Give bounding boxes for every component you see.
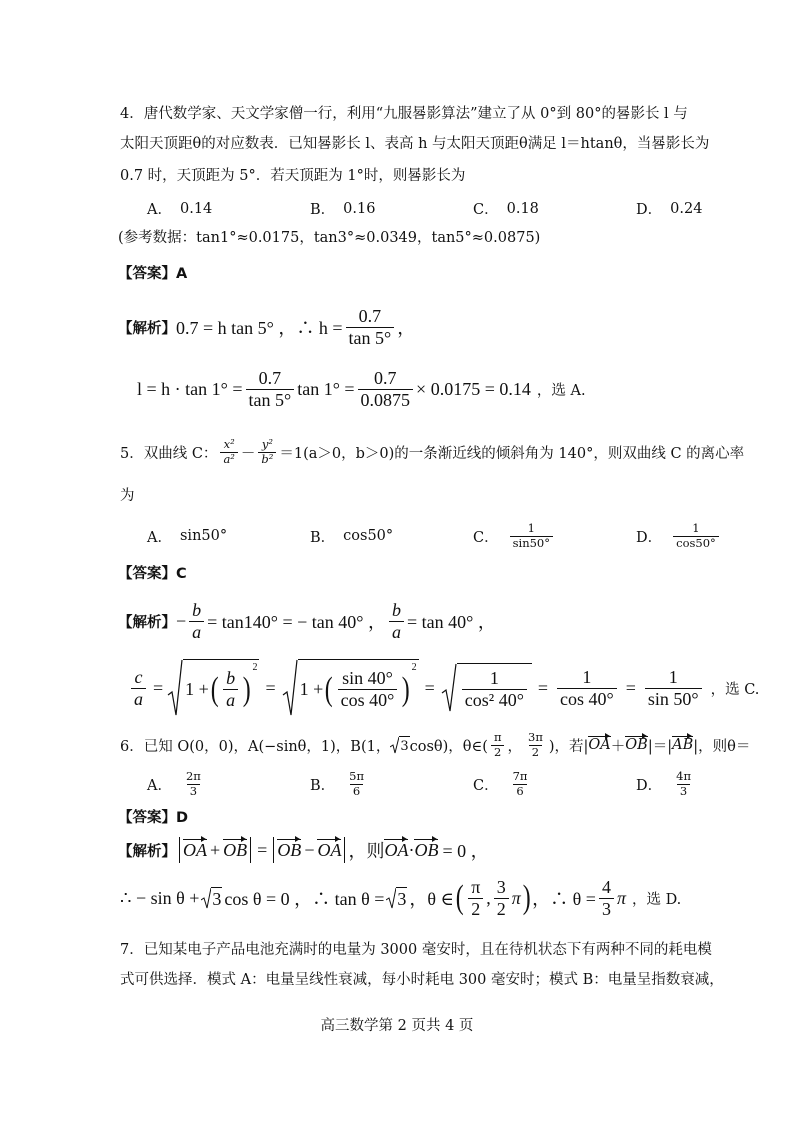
q4-line-3: 0.7 时，天顶距为 5°．若天顶距为 1°时，则晷影长为	[120, 168, 466, 184]
q5-answer: 【答案】C	[118, 566, 187, 582]
q4-option-d: D． 0.24	[636, 200, 703, 218]
q4-answer: 【答案】A	[118, 266, 188, 282]
q5-option-b: B． cos50°	[310, 528, 394, 546]
q5-option-a: A． sin50°	[147, 528, 228, 546]
q4-option-c: C． 0.18	[473, 200, 539, 218]
q6-line-1: 6．已知 O(0，0)，A(−sinθ，1)，B(1， 3 cosθ)，θ∈( $\frac{\pi}{2}$ ， $\frac{3\pi}{2}$ )，若| OA ＋ OB |＝| AB |，则θ＝	[120, 730, 751, 759]
q5-solution-line-2: $\frac{c}{a}$ = 1 + ( $\frac{b}{a}$ ) 2 = 1 + ( $\frac{\sin 40^\circ}{\cos 40^\circ}$ ) 2 = $\frac{1}{\text{cos² 40°}}$ = $\frac{1}{\cos 40^\circ}$ = $\frac{1}{\sin 50^\circ}$ ，选 C.	[128, 656, 759, 720]
q5-sqrt-3: $\frac{1}{\text{cos² 40°}}$	[441, 663, 532, 713]
q5-options	[147, 518, 794, 554]
q6-option-b: B． $\frac{5\pi}{6}$	[310, 769, 365, 798]
q5-option-c: C． $\frac{1}{\sin 50^\circ}$	[473, 523, 636, 549]
q4-line-2: 太阳天顶距θ的对应数表．已知晷影长 l、表高 h 与太阳天顶距θ满足 l＝htanθ，当晷影长为	[120, 136, 710, 152]
q4-option-b: B． 0.16	[310, 200, 376, 218]
q4-solution-line-1: 【解析】 0.7 = h tan 5° ，∴ h = $\frac{0.7}{\tan 5^\circ}$ ，	[118, 305, 416, 348]
q4-solution-line-2: l = h · tan 1° = $\frac{0.7}{\tan 5^\circ}$ tan 1° = $\frac{0.7}{0.0875}$ × 0.0175 = 0.14 ，选 A.	[137, 367, 586, 410]
q4-line-1: 4．唐代数学家、天文学家僧一行，利用“九服晷影算法”建立了从 0°到 80°的晷影长 l 与	[120, 106, 688, 122]
q4-fraction: $\frac{0.7}{\tan 5^\circ}$	[346, 307, 395, 348]
q6-option-a: A． $\frac{2\pi}{3}$	[147, 769, 201, 798]
q4-options	[147, 198, 794, 219]
q5-sqrt-1: 1 + ( $\frac{b}{a}$ ) 2	[167, 659, 259, 717]
q5-solution-line-1: 【解析】 − $\frac{b}{a}$ = tan140° = − tan 40° ， $\frac{b}{a}$ = tan 40° ，	[118, 599, 496, 642]
q5-line-1: 5．双曲线 C： $\frac{\text{x²}}{\text{a²}}$ － $\frac{\text{y²}}{\text{b²}}$ ＝1(a＞0，b＞0)的一条渐近线的倾斜角为 140°，则双曲线 C 的离心率	[120, 437, 745, 466]
q7-line-2: 式可供选择．模式 A：电量呈线性衰减，每小时耗电 300 毫安时；模式 B：电量呈指数衰减，	[120, 972, 724, 988]
q5-option-d: D． $\frac{1}{\cos 50^\circ}$	[636, 523, 794, 549]
q6-answer: 【答案】D	[118, 810, 189, 826]
q6-option-c: C． $\frac{7\pi}{6}$	[473, 769, 528, 798]
q6-solution-line-1: 【解析】 OA + OB = OB − OA ，则 OA · OB = 0 ，	[118, 834, 489, 866]
q6-option-d: D． $\frac{4\pi}{3}$	[636, 769, 692, 798]
q5-line-2: 为	[120, 488, 135, 504]
q6-solution-line-2: ∴ − sin θ + 3 cos θ = 0 ，∴ tan θ = 3 ，θ ∈ ( $\frac{\pi}{2}$ , $\frac{3}{2}$ π ) ，∴ θ = $\frac{4}{3}$ π ，选 D.	[120, 876, 682, 919]
q5-sqrt-2: 1 + ( $\frac{\sin 40^\circ}{\cos 40^\circ}$ ) 2	[282, 659, 419, 717]
q4-reference-data: (参考数据：tan1°≈0.0175，tan3°≈0.0349，tan5°≈0.0875)	[118, 230, 541, 246]
q7-line-1: 7．已知某电子产品电池充满时的电量为 3000 毫安时，且在待机状态下有两种不同的耗电模	[120, 942, 712, 958]
q4-option-a: A． 0.14	[147, 200, 213, 218]
page-footer: 高三数学第 2 页共 4 页	[320, 1018, 474, 1034]
q6-options	[147, 766, 794, 802]
